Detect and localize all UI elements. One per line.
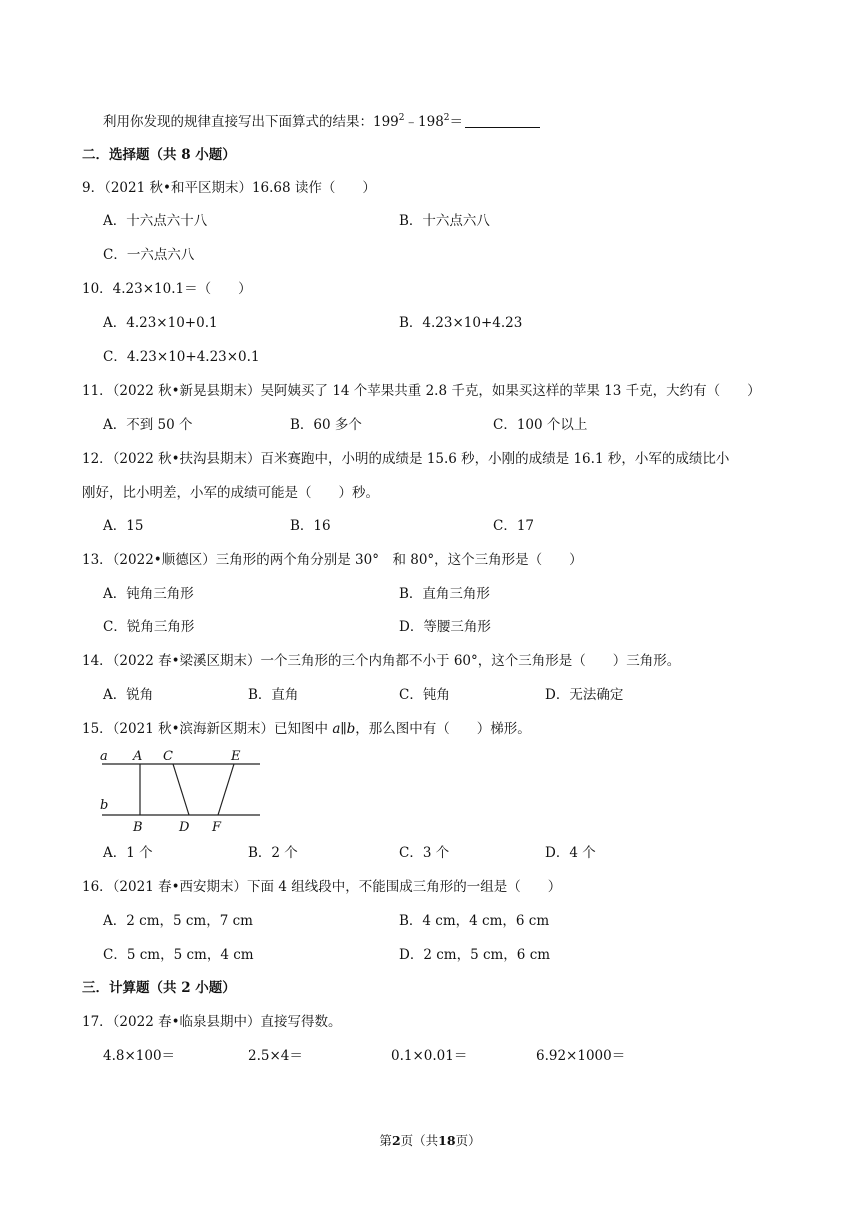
question-14-stem: 14．（2022 春•梁溪区期末）一个三角形的三个内角都不小于 60°，这个三角形是（ ）三角形。: [82, 653, 681, 669]
q10-option-c: C．4.23×10+4.23×0.1: [103, 349, 260, 365]
page-total: 18: [438, 1133, 456, 1148]
q15-stem-pre: 15．（2021 秋•滨海新区期末）已知图中: [82, 721, 333, 737]
q17-item: 0.1×0.01＝: [391, 1048, 468, 1064]
q13-option-b: B．直角三角形: [399, 586, 490, 602]
q10-option-b: B．4.23×10+4.23: [399, 315, 523, 331]
intro-eq: ＝: [449, 114, 464, 130]
question-17-stem: 17．（2022 春•临泉县期中）直接写得数。: [82, 1014, 342, 1030]
q10-option-a: A．4.23×10+0.1: [103, 315, 218, 331]
q15-option-b: B．2 个: [248, 845, 298, 861]
footer-post: 页）: [455, 1133, 481, 1148]
question-13-stem: 13．（2022•顺德区）三角形的两个角分别是 30° 和 80°，这个三角形是（ ）: [82, 552, 583, 568]
page-number: 2: [391, 1133, 401, 1148]
question-9-stem: 9．（2021 秋•和平区期末）16.68 读作（ ）: [82, 180, 376, 196]
q12-option-b: B．16: [290, 518, 331, 534]
intro-mid: ﹣198: [404, 114, 444, 130]
exponent: 2: [443, 113, 450, 123]
q17-item: 2.5×4＝: [248, 1048, 303, 1064]
segment-ef: [218, 764, 234, 815]
label-A: A: [133, 749, 143, 764]
q16-option-b: B．4 cm，4 cm，6 cm: [399, 913, 550, 929]
question-12-stem-line1: 12．（2022 秋•扶沟县期末）百米赛跑中，小明的成绩是 15.6 秒，小刚的成绩是 16.1 秒，小军的成绩比小: [82, 451, 730, 467]
q15-parallel-notation: a∥b: [332, 721, 356, 737]
q13-option-d: D．等腰三角形: [399, 619, 491, 635]
label-a: a: [100, 749, 108, 764]
q15-option-a: A．1 个: [103, 845, 153, 861]
q17-item: 6.92×1000＝: [536, 1048, 626, 1064]
q15-stem-post: ，那么图中有（ ）梯形。: [355, 721, 531, 737]
question-10-stem: 10．4.23×10.1＝（ ）: [82, 281, 252, 297]
label-B: B: [133, 820, 143, 835]
q12-option-c: C．17: [493, 518, 535, 534]
q14-option-c: C．钝角: [399, 687, 450, 703]
question-12-stem-line2: 刚好，比小明差，小军的成绩可能是（ ）秒。: [82, 485, 379, 501]
label-D: D: [179, 820, 190, 835]
q16-option-a: A．2 cm，5 cm，7 cm: [103, 913, 253, 929]
q15-option-c: C．3 个: [399, 845, 450, 861]
footer-mid: 页（共: [400, 1133, 439, 1148]
label-E: E: [231, 749, 241, 764]
page-footer: [0, 1131, 860, 1149]
q9-option-b: B．十六点六八: [399, 213, 490, 229]
q14-option-a: A．锐角: [103, 687, 154, 703]
q14-option-b: B．直角: [248, 687, 299, 703]
q9-option-a: A．十六点六十八: [103, 213, 208, 229]
question-15-stem: [82, 720, 531, 738]
question-11-stem: 11．（2022 秋•新晃县期末）吴阿姨买了 14 个苹果共重 2.8 千克，如果买这样的苹果 13 千克，大约有（ ）: [82, 383, 761, 399]
label-C: C: [163, 749, 173, 764]
trapezoid-figure: [96, 745, 266, 835]
q15-option-d: D．4 个: [545, 845, 596, 861]
q11-option-a: A．不到 50 个: [103, 417, 193, 433]
label-F: F: [212, 820, 222, 835]
answer-blank: [465, 113, 540, 128]
q11-option-b: B．60 多个: [290, 417, 362, 433]
label-b: b: [100, 798, 109, 813]
exponent: 2: [398, 113, 405, 123]
q12-option-a: A．15: [103, 518, 144, 534]
segment-cd: [173, 764, 189, 815]
intro-line: [103, 113, 540, 131]
section-heading-3: 三．计算题（共 2 小题）: [82, 980, 236, 996]
intro-text: 利用你发现的规律直接写出下面算式的结果：199: [103, 114, 399, 130]
q16-option-c: C．5 cm，5 cm，4 cm: [103, 947, 254, 963]
q17-item: 4.8×100＝: [103, 1048, 176, 1064]
section-heading-2: 二．选择题（共 8 小题）: [82, 147, 236, 163]
q13-option-c: C．锐角三角形: [103, 619, 195, 635]
footer-pre: 第: [379, 1133, 392, 1148]
q14-option-d: D．无法确定: [545, 687, 624, 703]
question-16-stem: 16．（2021 春•西安期末）下面 4 组线段中，不能围成三角形的一组是（ ）: [82, 879, 562, 895]
q13-option-a: A．钝角三角形: [103, 586, 194, 602]
q11-option-c: C．100 个以上: [493, 417, 588, 433]
q16-option-d: D．2 cm，5 cm，6 cm: [399, 947, 551, 963]
q9-option-c: C．一六点六八: [103, 247, 195, 263]
